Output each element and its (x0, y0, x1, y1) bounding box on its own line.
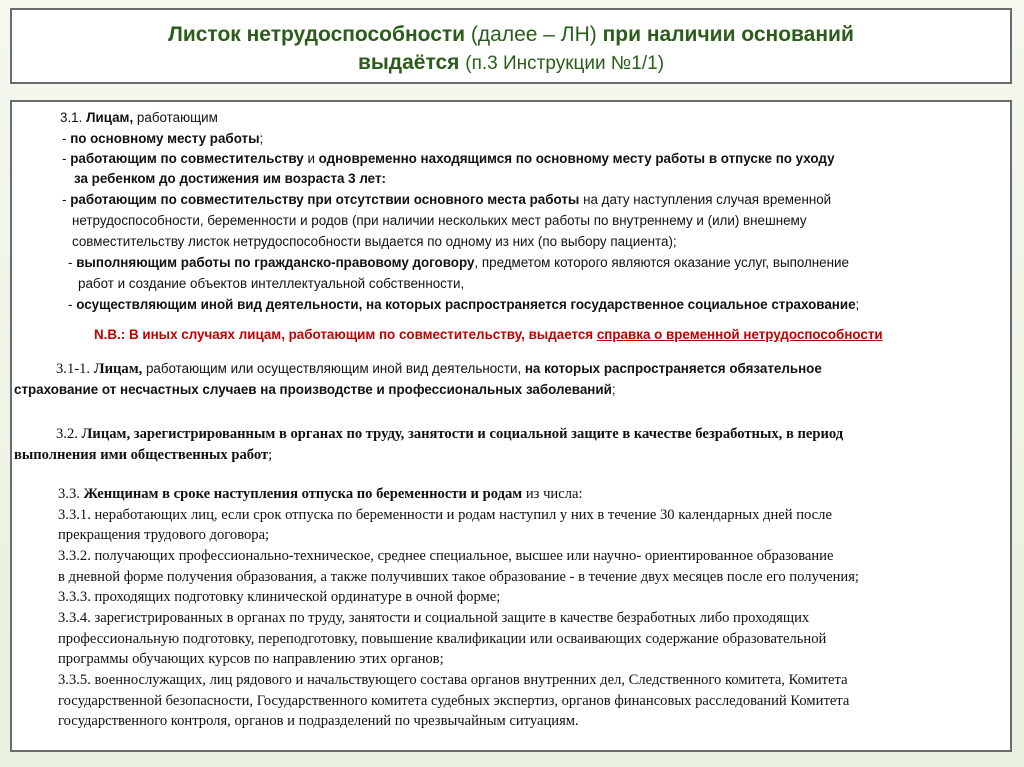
s31-line-9: - осуществляющим иной вид деятельности, на которых распространяется государственное социальное страхование; (68, 297, 860, 312)
s31-l9-normal: ; (855, 297, 860, 312)
title-box (10, 8, 1012, 84)
s31-l2-normal: и (307, 151, 315, 166)
s31-l4-normal: на дату наступления случая временной (583, 192, 832, 207)
title-text-1: Листок нетрудоспособности (168, 23, 466, 46)
s311-lead-bold-2: на которых распространяется обязательное (524, 361, 822, 376)
s33-num: 3.3. (58, 486, 80, 502)
title-text-3: при наличии оснований (602, 23, 854, 46)
s311-l2-normal: ; (611, 382, 616, 397)
s311-num: 3.1-1. (56, 361, 91, 377)
title-text-2: (далее – ЛН) (470, 23, 597, 46)
s32-line-2 (14, 447, 272, 464)
s31-l1-normal: ; (259, 131, 264, 146)
s311-lead-bold: Лицам, (93, 361, 143, 377)
title-line-2 (12, 50, 1010, 77)
s31-line-3 (74, 171, 386, 187)
s31-line-6: совместительству листок нетрудоспособности выдается по одному из них (по выбору пациента); (72, 234, 677, 249)
s32-l2-bold: выполнения ими общественных работ (14, 447, 269, 463)
s33-lead-normal: из числа: (525, 486, 583, 502)
s31-num: 3.1. (60, 110, 83, 125)
s33-line-7: профессиональную подготовку, переподготовку, повышение квалификации или осваивающих содержание образовательной (58, 631, 827, 647)
s311-lead-normal: работающим или осуществляющим иной вид деятельности, (145, 361, 522, 376)
s311-line-1 (56, 360, 822, 378)
s311-line-2 (14, 382, 616, 398)
s31-line-4: - работающим по совместительству при отсутствии основного места работы на дату наступления случая временной (62, 192, 832, 207)
s31-l2-bold-1: работающим по совместительству (70, 151, 304, 166)
s33-line-5: 3.3.3. проходящих подготовку клинической ординатуре в очной форме; (58, 589, 501, 605)
s31-l7-bold: выполняющим работы по гражданско-правовому договору (76, 255, 475, 270)
s31-line-5: нетрудоспособности, беременности и родов (при наличии нескольких мест работы по внутреннему и (или) внешнему (72, 213, 807, 228)
s31-lead (60, 110, 218, 126)
s33-line-3: 3.3.2. получающих профессионально-техническое, среднее специальное, высшее или научно- ориентированное образование (58, 548, 834, 564)
s31-l2-bold-2: одновременно находящимся по основному месту работы в отпуске по уходу (318, 151, 835, 166)
s31-l9-bold: осуществляющим иной вид деятельности, на которых распространяется государственное социальное страхование (76, 297, 856, 312)
s33-line-4: в дневной форме получения образования, а также получивших такое образование - в течение двух месяцев после его получения; (58, 569, 859, 585)
s32-lead-normal: , в период (778, 426, 844, 442)
s32-num: 3.2. (56, 426, 78, 442)
s33-line-1: 3.3.1. неработающих лиц, если срок отпуска по беременности и родам наступил у них в течение 30 календарных дней после (58, 507, 832, 523)
s33-lead (58, 486, 583, 503)
s31-line-2: - работающим по совместительству и одновременно находящимся по основному месту работы в отпуске по уходу (62, 151, 835, 166)
nb-note (94, 327, 883, 343)
s33-line-9: 3.3.5. военнослужащих, лиц рядового и начальствующего состава органов внутренних дел, Следственного комитета, Комитета (58, 672, 848, 688)
s31-lead-normal: работающим (136, 110, 218, 125)
s311-l2-bold: страхование от несчастных случаев на производстве и профессиональных заболеваний (14, 382, 612, 397)
s31-l7-normal: , предметом которого являются оказание услуг, выполнение (474, 255, 849, 270)
title-line-1 (12, 22, 1010, 48)
nb-text: N.B.: В иных случаях лицам, работающим по совместительству, выдается (94, 327, 594, 342)
s31-line-8: работ и создание объектов интеллектуальной собственности, (78, 276, 465, 291)
s31-line-7: - выполняющим работы по гражданско-правовому договору, предметом которого являются оказание услуг, выполнение (68, 255, 849, 270)
s33-line-2: прекращения трудового договора; (58, 527, 270, 543)
s31-lead-bold: Лицам, (86, 110, 134, 125)
s33-line-11: государственного контроля, органов и подразделений по чрезвычайным ситуациям. (58, 713, 579, 729)
s31-l1-bold: по основному месту работы (70, 131, 260, 146)
content-box (10, 100, 1012, 752)
s31-line-1: - по основному месту работы; (62, 131, 264, 146)
s32-lead-bold: Лицам, зарегистрированным в органах по труду, занятости и социальной защите в качестве безработных (81, 426, 779, 442)
s33-line-6: 3.3.4. зарегистрированных в органах по труду, занятости и социальной защите в качестве безработных либо проходящих (58, 610, 810, 626)
title-text-4: выдаётся (357, 51, 460, 74)
s31-l3-bold: за ребенком до достижения им возраста 3 лет: (74, 171, 386, 186)
s33-line-8: программы обучающих курсов по направлению этих органов; (58, 651, 444, 667)
s31-l4-bold: работающим по совместительству при отсутствии основного места работы (70, 192, 580, 207)
title-text-5: (п.3 Инструкции №1/1) (465, 53, 665, 74)
s33-lead-bold: Женщинам в сроке наступления отпуска по беременности и родам (83, 486, 523, 502)
s32-l2-normal: ; (268, 447, 273, 463)
nb-certificate-link[interactable]: справка о временной нетрудоспособности (596, 327, 883, 342)
s33-line-10: государственной безопасности, Государственного комитета судебных экспертиз, органов финансовых расследований Комитета (58, 693, 850, 709)
s32-line-1 (56, 426, 843, 443)
